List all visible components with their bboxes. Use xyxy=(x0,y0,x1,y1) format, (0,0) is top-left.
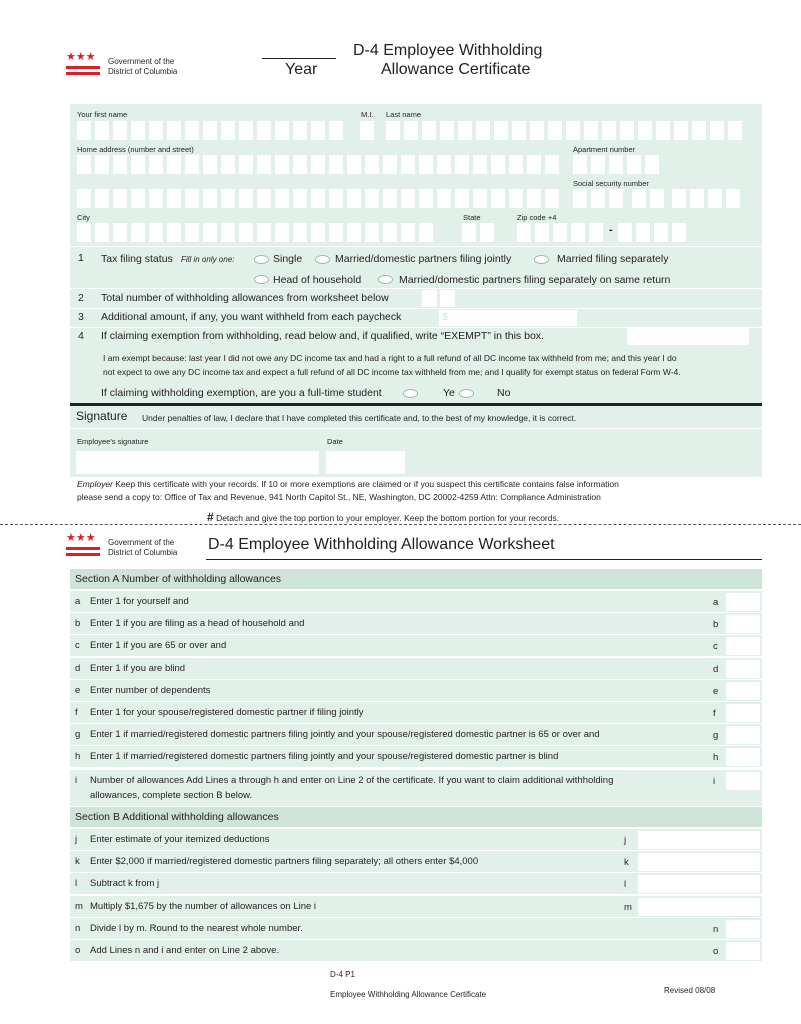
char-box[interactable] xyxy=(419,189,433,208)
right-letter: e xyxy=(713,685,719,697)
entry-box-c[interactable] xyxy=(726,637,760,655)
char-box[interactable] xyxy=(95,121,109,140)
char-box[interactable] xyxy=(437,155,451,174)
char-box[interactable] xyxy=(221,155,235,174)
section-b-header: Section B Additional withholding allowances xyxy=(70,807,762,827)
char-box[interactable] xyxy=(509,189,523,208)
employer-note-line1: Employer Keep this certificate with your records. If 10 or more exemptions are claimed or if you suspect this certificate contains false information xyxy=(77,479,619,489)
char-box[interactable] xyxy=(77,223,91,242)
line3-number: 3 xyxy=(78,311,84,323)
row-text: Enter 1 if married/registered domestic partners filing jointly and your spouse/registered domestic partner is blind xyxy=(90,751,559,763)
char-box[interactable] xyxy=(203,223,217,242)
char-box[interactable] xyxy=(149,155,163,174)
allowances-box-2[interactable] xyxy=(440,290,455,307)
char-box[interactable] xyxy=(275,189,289,208)
char-box[interactable] xyxy=(185,189,199,208)
char-box[interactable] xyxy=(275,155,289,174)
row-text: Number of allowances Add Lines a through h and enter on Line 2 of the certificate. If you want to claim additional withholding xyxy=(90,775,614,786)
char-box[interactable] xyxy=(131,121,145,140)
entry-box-f[interactable] xyxy=(726,704,760,722)
char-box[interactable] xyxy=(311,189,325,208)
entry-box-a[interactable] xyxy=(726,593,760,611)
worksheet-row-k xyxy=(70,851,762,873)
right-letter: f xyxy=(713,708,716,719)
right-letter: l xyxy=(624,879,627,891)
char-box[interactable] xyxy=(645,155,659,174)
char-box[interactable] xyxy=(113,189,127,208)
entry-box-h[interactable] xyxy=(726,748,760,766)
allowances-total-box[interactable] xyxy=(726,772,760,790)
char-box[interactable] xyxy=(602,121,616,140)
char-box[interactable] xyxy=(458,121,472,140)
worksheet-row-a xyxy=(70,591,762,613)
row-text: Subtract k from j xyxy=(90,878,160,890)
row-text: Enter 1 for your spouse/registered domestic partner if filing jointly xyxy=(90,707,364,718)
char-box[interactable] xyxy=(545,155,559,174)
char-box[interactable] xyxy=(491,189,505,208)
detach-line xyxy=(0,524,801,525)
date-label: Date xyxy=(327,437,343,446)
city-label: City xyxy=(77,213,90,222)
hoh-label: Head of household xyxy=(273,274,362,286)
signature-rule xyxy=(70,403,762,406)
char-box[interactable] xyxy=(293,223,307,242)
char-box[interactable] xyxy=(422,121,436,140)
worksheet-row-b xyxy=(70,613,762,635)
mfj-label: Married/domestic partners filing jointly xyxy=(335,253,512,265)
entry-box-j[interactable] xyxy=(638,831,760,849)
worksheet-row-o xyxy=(70,940,762,962)
char-box[interactable] xyxy=(293,155,307,174)
char-box[interactable] xyxy=(512,121,526,140)
row-text: Enter 1 if you are 65 or over and xyxy=(90,640,227,652)
char-box[interactable] xyxy=(149,121,163,140)
char-box[interactable] xyxy=(239,223,253,242)
char-box[interactable] xyxy=(311,155,325,174)
line1-label: Tax filing status xyxy=(101,253,173,265)
char-box[interactable] xyxy=(221,121,235,140)
row-letter: n xyxy=(75,923,81,934)
char-box[interactable] xyxy=(674,121,688,140)
flag-bar xyxy=(66,72,100,75)
entry-box-d[interactable] xyxy=(726,660,760,678)
line4-label: If claiming exemption from withholding, read below and, if qualified, write “EXEMPT” in this box. xyxy=(101,330,544,342)
worksheet-row-m xyxy=(70,896,762,918)
char-box[interactable] xyxy=(311,223,325,242)
char-box[interactable] xyxy=(462,223,476,242)
right-letter: a xyxy=(713,597,719,608)
char-box[interactable] xyxy=(650,189,664,208)
row-letter: m xyxy=(75,900,83,912)
mfs-label: Married filing separately xyxy=(557,253,669,265)
row-i xyxy=(70,770,762,806)
row-text: Enter 1 if you are blind xyxy=(90,662,186,674)
entry-box-b[interactable] xyxy=(726,615,760,633)
hash-symbol: # xyxy=(207,510,214,524)
row-text: Divide l by m. Round to the nearest whole number. xyxy=(90,923,303,934)
char-box[interactable] xyxy=(401,189,415,208)
char-box[interactable] xyxy=(517,223,531,242)
section-a-header: Section A Number of withholding allowances xyxy=(70,569,762,589)
right-letter: o xyxy=(713,946,719,958)
char-box[interactable] xyxy=(95,155,109,174)
char-box[interactable] xyxy=(690,189,704,208)
employer-note-line2: please send a copy to: Office of Tax and Revenue, 941 North Capitol St., NE, Washington, DC 20002-4259 Attn: Compliance Administration xyxy=(77,492,601,502)
char-box[interactable] xyxy=(239,189,253,208)
worksheet-row-d xyxy=(70,658,762,680)
char-box[interactable] xyxy=(347,223,361,242)
right-letter: k xyxy=(624,857,629,869)
student-yes-radio[interactable] xyxy=(403,389,418,398)
worksheet-row-n xyxy=(70,918,762,940)
char-box[interactable] xyxy=(203,189,217,208)
entry-box-g[interactable] xyxy=(726,726,760,744)
row-letter: o xyxy=(75,945,81,957)
char-box[interactable] xyxy=(329,223,343,242)
row-letter: b xyxy=(75,618,81,630)
divider xyxy=(70,428,762,429)
divider xyxy=(70,308,762,309)
footer-revised: Revised 08/08 xyxy=(664,986,716,995)
char-box[interactable] xyxy=(573,155,587,174)
row-letter: i xyxy=(75,775,78,786)
employee-signature-field[interactable] xyxy=(76,451,319,474)
char-box[interactable] xyxy=(167,121,181,140)
char-box[interactable] xyxy=(584,121,598,140)
right-letter: n xyxy=(713,924,719,935)
footer-form-id: D-4 P1 xyxy=(330,970,355,979)
row-text: Enter number of dependents xyxy=(90,684,211,696)
right-letter: c xyxy=(713,641,718,653)
dc-logo-worksheet xyxy=(66,533,196,563)
row-text: allowances, complete section B below. xyxy=(90,790,253,801)
single-radio[interactable] xyxy=(254,255,269,264)
char-box[interactable] xyxy=(672,189,686,208)
char-box[interactable] xyxy=(239,155,253,174)
char-box[interactable] xyxy=(609,189,623,208)
row-letter: h xyxy=(75,751,81,763)
char-box[interactable] xyxy=(383,223,397,242)
char-box[interactable] xyxy=(654,223,668,242)
row-letter: f xyxy=(75,707,78,718)
char-box[interactable] xyxy=(347,189,361,208)
right-letter: i xyxy=(713,776,716,787)
first-name-label: Your first name xyxy=(77,110,128,119)
char-box[interactable] xyxy=(573,189,587,208)
char-box[interactable] xyxy=(167,223,181,242)
row-letter: a xyxy=(75,596,81,607)
worksheet-row-j xyxy=(70,829,762,851)
char-box[interactable] xyxy=(149,189,163,208)
char-box[interactable] xyxy=(627,155,641,174)
char-box[interactable] xyxy=(221,189,235,208)
hoh-radio[interactable] xyxy=(254,275,269,284)
char-box[interactable] xyxy=(203,121,217,140)
employee-signature-label: Employee's signature xyxy=(77,437,149,446)
form-title-line2: Allowance Certificate xyxy=(381,61,531,78)
char-box[interactable] xyxy=(728,121,742,140)
char-box[interactable] xyxy=(527,155,541,174)
zip-label: Zip code +4 xyxy=(517,213,557,222)
row-text: Multiply $1,675 by the number of allowances on Line i xyxy=(90,900,317,912)
char-box[interactable] xyxy=(167,155,181,174)
ssn-label: Social security number xyxy=(573,179,649,188)
char-box[interactable] xyxy=(257,155,271,174)
line4-number: 4 xyxy=(78,330,84,342)
char-box[interactable] xyxy=(185,223,199,242)
char-box[interactable] xyxy=(548,121,562,140)
line1-number: 1 xyxy=(78,252,84,264)
char-box[interactable] xyxy=(553,223,567,242)
line3-label: Additional amount, if any, you want withheld from each paycheck xyxy=(101,311,402,323)
right-letter: j xyxy=(624,835,627,846)
char-box[interactable] xyxy=(95,189,109,208)
char-box[interactable] xyxy=(480,223,494,242)
char-box[interactable] xyxy=(329,189,343,208)
char-box[interactable] xyxy=(257,223,271,242)
char-box[interactable] xyxy=(77,189,91,208)
char-box[interactable] xyxy=(618,223,632,242)
flag-stars-icon: ★★★ xyxy=(66,51,96,63)
row-text: Enter 1 if married/registered domestic partners filing jointly and your spouse/registered domestic partner is 65 or over and xyxy=(90,729,600,741)
char-box[interactable] xyxy=(311,121,325,140)
char-box[interactable] xyxy=(491,155,505,174)
char-box[interactable] xyxy=(275,121,289,140)
yes-label: Ye xyxy=(443,387,455,399)
dc-logo xyxy=(66,52,196,82)
apartment-label: Apartment number xyxy=(573,145,636,154)
worksheet-title: D-4 Employee Withholding Allowance Worksheet xyxy=(208,536,555,553)
char-box[interactable] xyxy=(167,189,181,208)
detach-instruction: # Detach and give the top portion to your employer. Keep the bottom portion for your records. xyxy=(207,510,560,524)
worksheet-row-h xyxy=(70,746,762,768)
last-name-label: Last name xyxy=(386,110,422,119)
char-box[interactable] xyxy=(365,189,379,208)
char-box[interactable] xyxy=(455,189,469,208)
right-letter: m xyxy=(624,901,632,913)
char-box[interactable] xyxy=(455,155,469,174)
char-box[interactable] xyxy=(131,189,145,208)
char-box[interactable] xyxy=(527,189,541,208)
char-box[interactable] xyxy=(239,121,253,140)
row-letter: l xyxy=(75,878,78,890)
char-box[interactable] xyxy=(473,155,487,174)
single-label: Single xyxy=(273,253,303,265)
row-letter: e xyxy=(75,684,81,696)
home-address-label: Home address (number and street) xyxy=(77,145,194,154)
char-box[interactable] xyxy=(589,223,603,242)
char-box[interactable] xyxy=(632,189,646,208)
entry-box-l[interactable] xyxy=(638,875,760,893)
char-box[interactable] xyxy=(638,121,652,140)
char-box[interactable] xyxy=(293,121,307,140)
signature-declaration: Under penalties of law, I declare that I have completed this certificate and, to the best of my knowledge, it is correct. xyxy=(142,413,577,423)
row-text: Add Lines n and i and enter on Line 2 above. xyxy=(90,945,280,957)
year-line xyxy=(262,58,336,59)
char-box[interactable] xyxy=(530,121,544,140)
exempt-paragraph-2: not expect to owe any DC income tax and expect a full refund of all DC income tax withheld from me; and I qualify for exempt status on federal Form W-4. xyxy=(103,367,681,377)
no-label: No xyxy=(497,387,511,399)
char-box[interactable] xyxy=(185,155,199,174)
char-box[interactable] xyxy=(591,189,605,208)
char-box[interactable] xyxy=(708,189,722,208)
divider xyxy=(70,246,762,247)
line2-number: 2 xyxy=(78,292,84,304)
char-box[interactable] xyxy=(473,189,487,208)
char-box[interactable] xyxy=(77,155,91,174)
char-box[interactable] xyxy=(185,121,199,140)
char-box[interactable] xyxy=(113,155,127,174)
gov-text: Government of the District of Columbia xyxy=(108,57,178,76)
worksheet-row-l xyxy=(70,873,762,895)
char-box[interactable] xyxy=(672,223,686,242)
divider xyxy=(70,288,762,289)
flag-bar xyxy=(66,547,100,550)
char-box[interactable] xyxy=(571,223,585,242)
mfs-same-label: Married/domestic partners filing separately on same return xyxy=(399,274,671,286)
line1-hint: Fill in only one: xyxy=(181,255,235,264)
row-letter: k xyxy=(75,856,80,868)
signature-title: Signature xyxy=(76,409,128,423)
char-box[interactable] xyxy=(710,121,724,140)
exempt-paragraph-1: I am exempt because: last year I did not owe any DC income tax and had a right to a full refund of all DC income tax withheld from me; and this year I do xyxy=(103,353,677,363)
char-box[interactable] xyxy=(365,223,379,242)
mfs-same-radio[interactable] xyxy=(378,275,393,284)
char-box[interactable] xyxy=(329,155,343,174)
char-box[interactable] xyxy=(437,189,451,208)
char-box[interactable] xyxy=(113,121,127,140)
char-box[interactable] xyxy=(77,121,91,140)
right-letter: h xyxy=(713,752,719,764)
char-box[interactable] xyxy=(131,223,145,242)
entry-box-n[interactable] xyxy=(726,920,760,938)
char-box[interactable] xyxy=(365,155,379,174)
char-box[interactable] xyxy=(360,121,374,140)
char-box[interactable] xyxy=(203,155,217,174)
row-text: Enter $2,000 if married/registered domestic partners filing separately; all others enter $4,000 xyxy=(90,856,479,868)
row-text: Enter 1 if you are filing as a head of household and xyxy=(90,618,305,630)
char-box[interactable] xyxy=(476,121,490,140)
char-box[interactable] xyxy=(383,155,397,174)
worksheet-title-rule xyxy=(206,559,762,560)
right-letter: g xyxy=(713,730,719,742)
date-field[interactable] xyxy=(326,451,405,474)
flag-bar xyxy=(66,553,100,556)
char-box[interactable] xyxy=(440,121,454,140)
flag-stars-icon: ★★★ xyxy=(66,532,96,544)
worksheet-row-e xyxy=(70,680,762,702)
char-box[interactable] xyxy=(636,223,650,242)
allowances-box-1[interactable] xyxy=(422,290,437,307)
form-title-line1: D-4 Employee Withholding xyxy=(353,42,543,59)
state-label: State xyxy=(463,213,481,222)
entry-box-e[interactable] xyxy=(726,682,760,700)
char-box[interactable] xyxy=(275,223,289,242)
char-box[interactable] xyxy=(113,223,127,242)
flag-bar xyxy=(66,66,100,69)
char-box[interactable] xyxy=(656,121,670,140)
char-box[interactable] xyxy=(329,121,343,140)
worksheet-row-g xyxy=(70,724,762,746)
char-box[interactable] xyxy=(609,155,623,174)
footer-form-name: Employee Withholding Allowance Certificate xyxy=(330,990,487,999)
exempt-field[interactable] xyxy=(627,327,749,345)
entry-box-m[interactable] xyxy=(638,898,760,916)
char-box[interactable] xyxy=(149,223,163,242)
row-letter: j xyxy=(75,834,78,845)
char-box[interactable] xyxy=(509,155,523,174)
char-box[interactable] xyxy=(221,223,235,242)
row-letter: d xyxy=(75,662,81,674)
char-box[interactable] xyxy=(131,155,145,174)
additional-amount-field[interactable] xyxy=(439,310,577,326)
char-box[interactable] xyxy=(591,155,605,174)
char-box[interactable] xyxy=(692,121,706,140)
mi-label: M.I. xyxy=(361,110,374,119)
char-box[interactable] xyxy=(401,155,415,174)
row-text: Enter 1 for yourself and xyxy=(90,596,189,607)
mfs-radio[interactable] xyxy=(534,255,549,264)
char-box[interactable] xyxy=(566,121,580,140)
worksheet-row-f xyxy=(70,702,762,724)
char-box[interactable] xyxy=(401,223,415,242)
char-box[interactable] xyxy=(383,189,397,208)
gov-text: Government of the District of Columbia xyxy=(108,538,178,557)
row-text: Enter estimate of your itemized deductions xyxy=(90,834,270,845)
line2-label: Total number of withholding allowances from worksheet below xyxy=(101,292,389,304)
student-question: If claiming withholding exemption, are you a full-time student xyxy=(101,387,382,399)
dollar-sign: $ xyxy=(442,311,448,323)
char-box[interactable] xyxy=(726,189,740,208)
char-box[interactable] xyxy=(494,121,508,140)
row-letter: g xyxy=(75,729,81,741)
char-box[interactable] xyxy=(257,189,271,208)
char-box[interactable] xyxy=(545,189,559,208)
char-box[interactable] xyxy=(419,155,433,174)
right-letter: b xyxy=(713,619,719,631)
char-box[interactable] xyxy=(293,189,307,208)
char-box[interactable] xyxy=(404,121,418,140)
year-label: Year xyxy=(285,61,318,78)
entry-box-k[interactable] xyxy=(638,853,760,871)
mfj-radio[interactable] xyxy=(315,255,330,264)
entry-box-o[interactable] xyxy=(726,942,760,960)
char-box[interactable] xyxy=(95,223,109,242)
right-letter: d xyxy=(713,663,719,675)
char-box[interactable] xyxy=(620,121,634,140)
char-box[interactable] xyxy=(386,121,400,140)
char-box[interactable] xyxy=(257,121,271,140)
char-box[interactable] xyxy=(535,223,549,242)
row-letter: c xyxy=(75,640,80,652)
char-box[interactable] xyxy=(347,155,361,174)
zip-dash: - xyxy=(609,224,613,236)
char-box[interactable] xyxy=(419,223,433,242)
worksheet-row-c xyxy=(70,635,762,657)
student-no-radio[interactable] xyxy=(459,389,474,398)
